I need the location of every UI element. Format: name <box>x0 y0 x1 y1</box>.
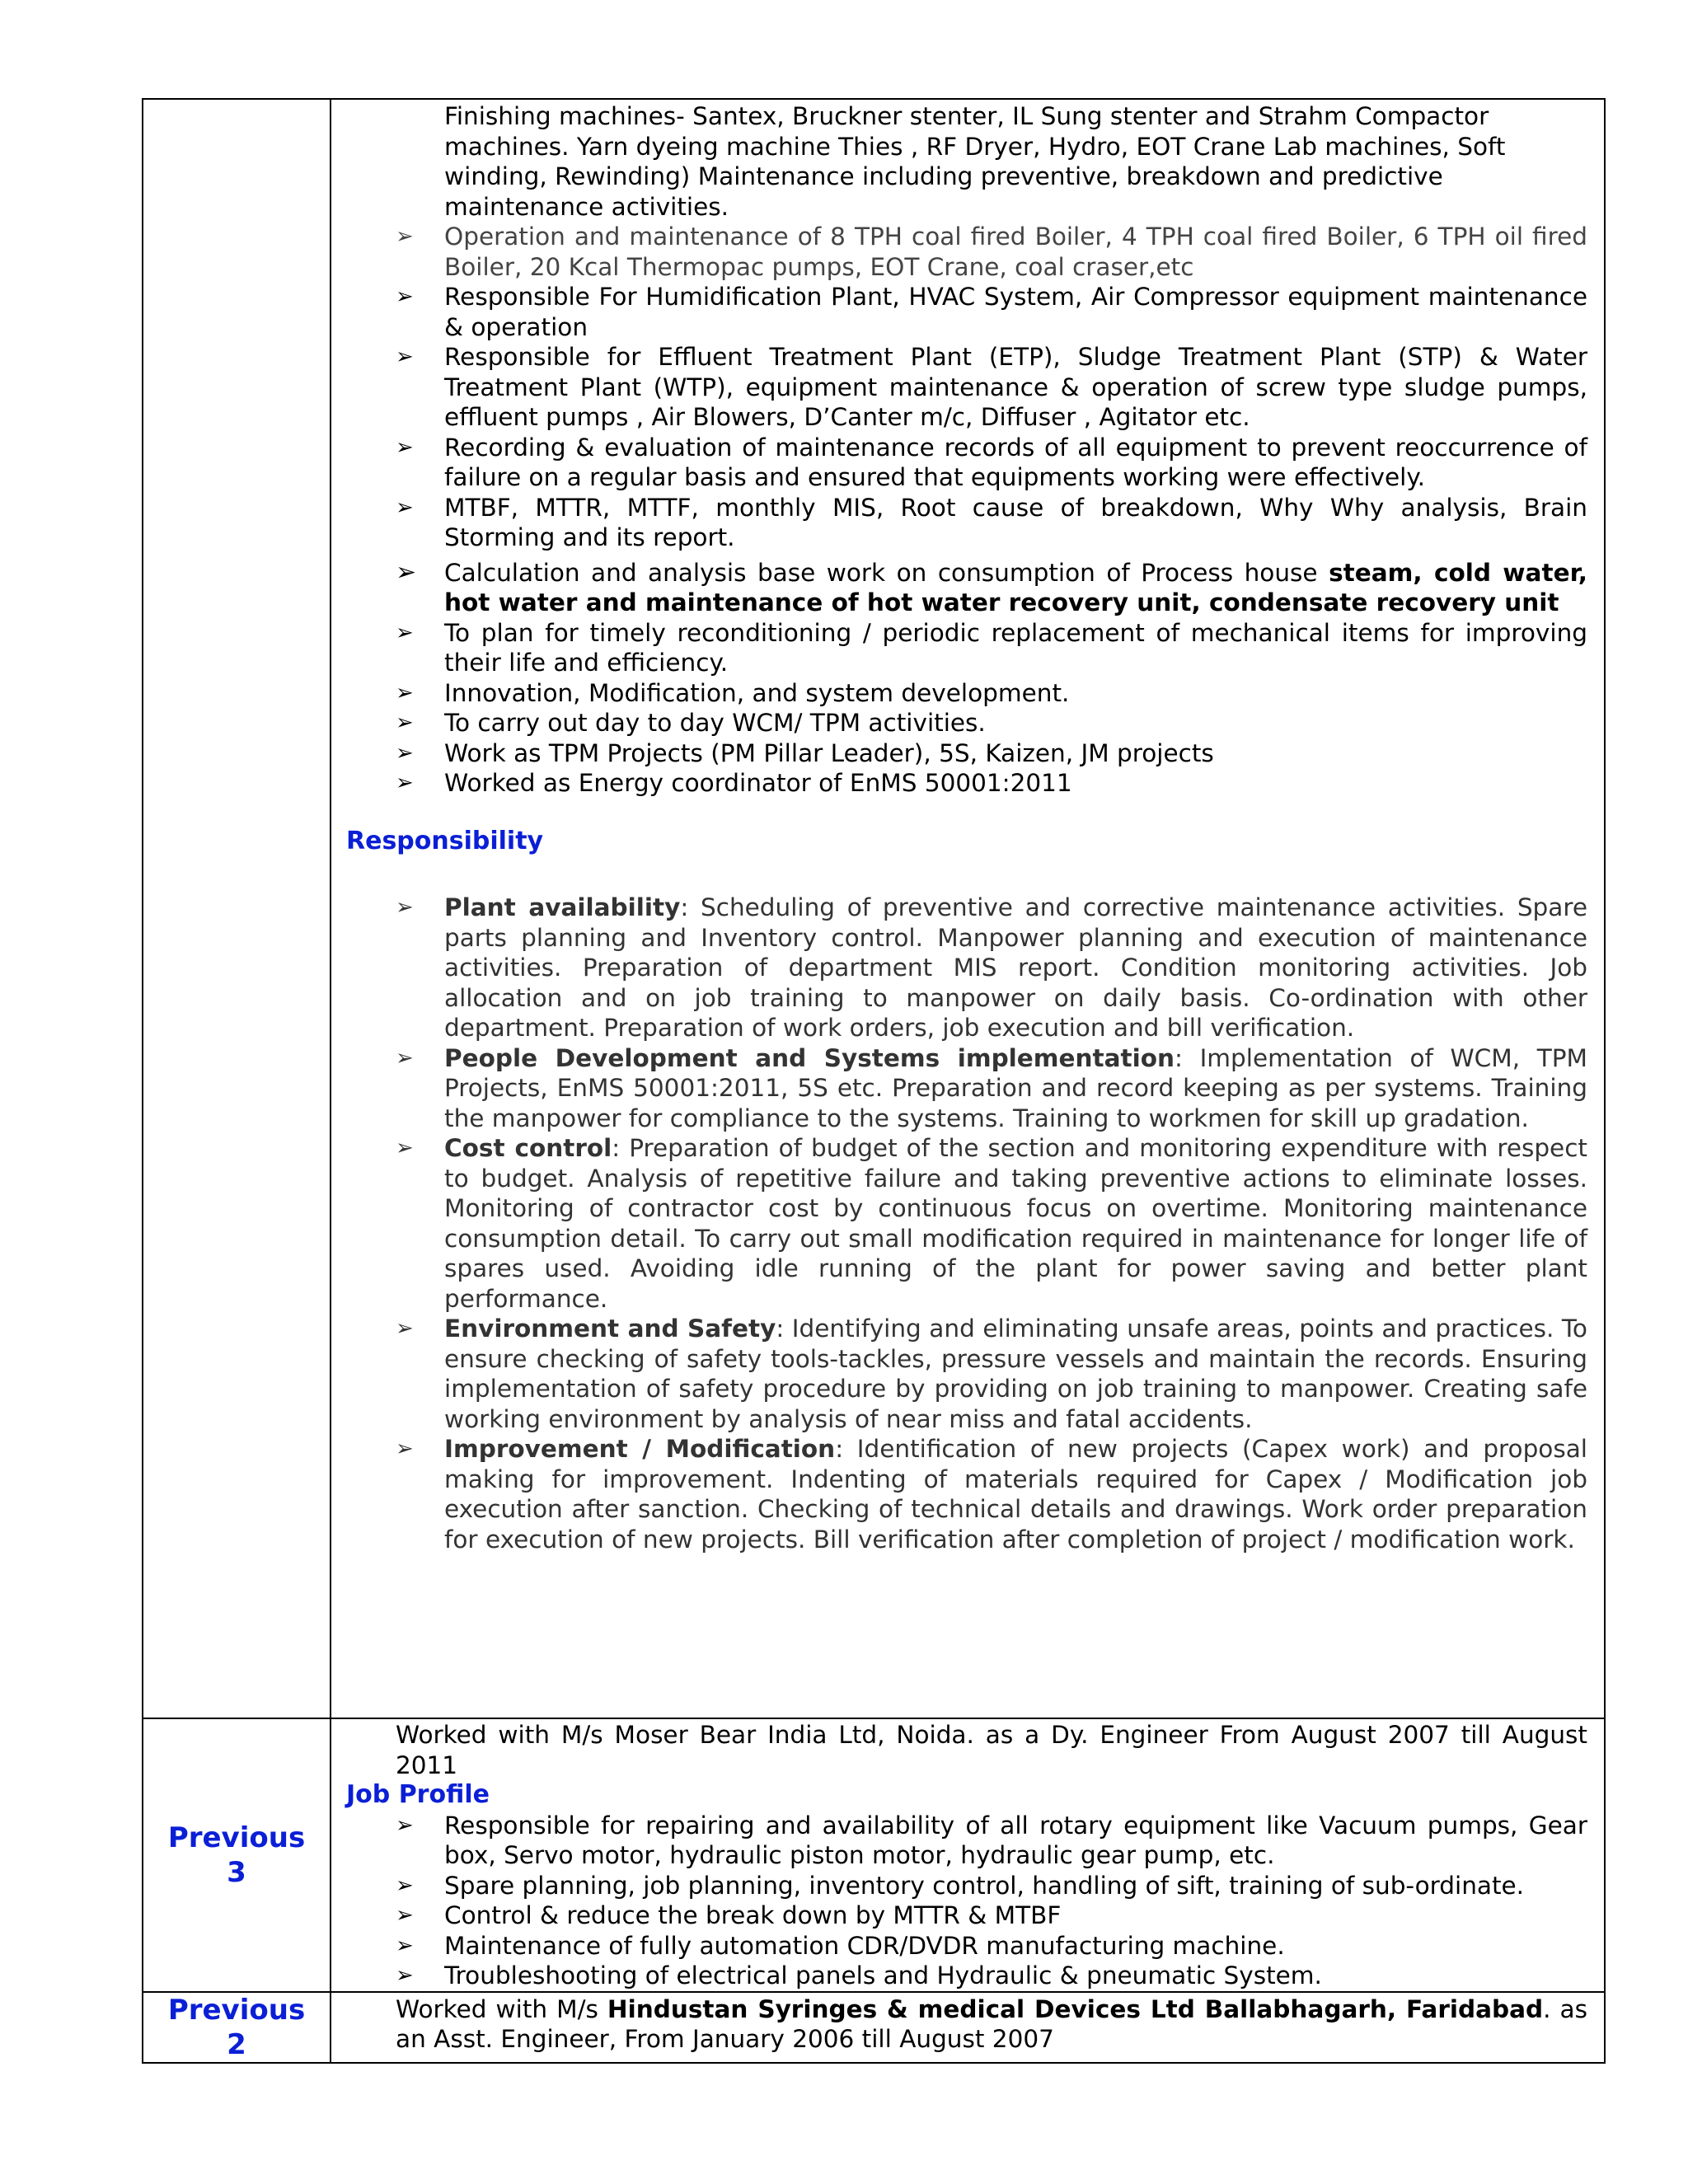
resume-table <box>142 98 1606 2064</box>
arrowhead-bullet-icon: ➢ <box>396 494 414 520</box>
list-item: ➢ Operation and maintenance of 8 TPH coal fired Boiler, 4 TPH coal fired Boiler, 6 TPH oil fired Boiler, 20 Kcal Thermopac pumps, EOT Crane, coal craser,etc <box>396 223 1587 281</box>
list-item: ➢ Improvement / Modification: Identification of new projects (Capex work) and proposal making for improvement. Indenting of materials required for Capex / Modification job execution after sanction. Checking of technical details and drawings. Work order preparation for execution of new projects. Bill verification after completion of project / modification work. <box>396 1435 1587 1554</box>
arrowhead-bullet-icon: ➢ <box>396 1136 414 1160</box>
list-item: ➢ Calculation and analysis base work on consumption of Process house steam, cold water, hot water and maintenance of hot water recovery unit, condensate recovery unit <box>396 557 1587 616</box>
list-item: ➢ People Development and Systems implementation: Implementation of WCM, TPM Projects, EnMS 50001:2011, 5S etc. Preparation and record keeping as per systems. Training the manpower for compliance to the systems. Training to workmen for skill up gradation. <box>396 1043 1587 1132</box>
responsibility-list <box>331 893 1604 1554</box>
previous-3-content <box>331 1718 1605 1992</box>
arrowhead-bullet-icon: ➢ <box>396 771 414 795</box>
previous-2-intro: Worked with M/s Hindustan Syringes & medical Devices Ltd Ballabhagarh, Faridabad. as an Asst. Engineer, From January 2006 till August 2007 <box>396 1994 1588 2053</box>
previous-3-row <box>143 1718 1605 1992</box>
arrowhead-bullet-icon: ➢ <box>396 284 414 309</box>
previous-3-intro: Worked with M/s Moser Bear India Ltd, Noida. as a Dy. Engineer From August 2007 till August 2011 <box>396 1721 1587 1779</box>
current-employment-row <box>143 99 1605 1718</box>
continuation-text: Finishing machines- Santex, Bruckner stenter, IL Sung stenter and Strahm Compactor machines. Yarn dyeing machine Thies , RF Dryer, Hydro, EOT Crane Lab machines, Soft winding, Rewinding) Maintenance including preventive, breakdown and predictive maintenance activities. <box>444 102 1506 221</box>
previous-2-content <box>331 1992 1605 2063</box>
current-employment-content <box>331 99 1605 1718</box>
list-item: ➢ MTBF, MTTR, MTTF, monthly MIS, Root cause of breakdown, Why Why analysis, Brain Storming and its report. <box>396 493 1587 551</box>
previous-2-label: Previous 2 <box>143 1992 331 2063</box>
list-item: ➢ Responsible For Humidification Plant, HVAC System, Air Compressor equipment maintenance & operation <box>396 283 1587 341</box>
list-item: ➢ Maintenance of fully automation CDR/DVDR manufacturing machine. <box>396 1931 1285 1960</box>
arrowhead-bullet-icon: ➢ <box>396 1045 414 1071</box>
arrowhead-bullet-icon: ➢ <box>396 1316 414 1341</box>
arrowhead-bullet-icon: ➢ <box>396 1963 414 1988</box>
arrowhead-bullet-icon: ➢ <box>396 680 414 705</box>
previous-3-label: Previous 3 <box>143 1718 331 1992</box>
list-item: ➢ Control & reduce the break down by MTTR & MTBF <box>396 1901 1062 1929</box>
list-item: ➢ Responsible for Effluent Treatment Plant (ETP), Sludge Treatment Plant (STP) & Water Treatment Plant (WTP), equipment maintenance & operation of screw type sludge pumps, effluent pumps , Air Blowers, D’Canter m/c, Diffuser , Agitator etc. <box>396 343 1587 431</box>
arrowhead-bullet-icon: ➢ <box>396 434 414 460</box>
responsibility-heading: Responsibility <box>346 826 544 855</box>
list-item: ➢ Cost control: Preparation of budget of the section and monitoring expenditure with respect to budget. Analysis of repetitive failure and taking preventive actions to eliminate losses. Monitoring of contractor cost by continuous focus on overtime. Monitoring maintenance consumption detail. To carry out small modification required in maintenance for longer life of spares used. Avoiding idle running of the plant for power saving and better plant performance. <box>396 1134 1587 1313</box>
list-item: ➢ Recording & evaluation of maintenance records of all equipment to prevent reoccurrence of failure on a regular basis and ensured that equipments working were effectively. <box>396 433 1587 491</box>
empty-label-cell <box>143 99 331 1718</box>
arrowhead-bullet-icon: ➢ <box>396 710 414 735</box>
previous-2-row <box>143 1992 1605 2063</box>
arrowhead-bullet-icon: ➢ <box>396 557 417 587</box>
arrowhead-bullet-icon: ➢ <box>396 1933 414 1958</box>
arrowhead-bullet-icon: ➢ <box>396 1903 414 1928</box>
arrowhead-bullet-icon: ➢ <box>396 895 414 920</box>
list-item: ➢ Troubleshooting of electrical panels and Hydraulic & pneumatic System. <box>396 1961 1322 1990</box>
arrowhead-bullet-icon: ➢ <box>396 1436 414 1461</box>
list-item: ➢ Plant availability: Scheduling of preventive and corrective maintenance activities. Spare parts planning and Inventory control. Manpower planning and execution of maintenance activities. Preparation of department MIS report. Condition monitoring activities. Job allocation and on job training to manpower on daily basis. Co-ordination with other department. Preparation of work orders, job execution and bill verification. <box>396 893 1587 1042</box>
list-item: ➢ To carry out day to day WCM/ TPM activities. <box>396 709 986 737</box>
arrowhead-bullet-icon: ➢ <box>396 1872 414 1898</box>
list-item: ➢ Environment and Safety: Identifying and eliminating unsafe areas, points and practices. To ensure checking of safety tools-tackles, pressure vessels and maintain the records. Ensuring implementation of safety procedure by providing on job training to manpower. Creating safe working environment by analysis of near miss and fatal accidents. <box>396 1315 1587 1433</box>
arrowhead-bullet-icon: ➢ <box>396 620 414 645</box>
list-item: ➢ Spare planning, job planning, inventory control, handling of sift, training of sub-ordinate. <box>396 1871 1525 1900</box>
job-profile-heading: Job Profile <box>346 1780 490 1809</box>
list-item: ➢ To plan for timely reconditioning / periodic replacement of mechanical items for improving their life and efficiency. <box>396 618 1587 677</box>
list-item: ➢ Work as TPM Projects (PM Pillar Leader), 5S, Kaizen, JM projects <box>396 738 1214 767</box>
job-profile-list <box>331 1811 1604 1991</box>
list-item: ➢ Worked as Energy coordinator of EnMS 50001:2011 <box>396 769 1072 797</box>
arrowhead-bullet-icon: ➢ <box>396 740 414 766</box>
list-item: ➢ Innovation, Modification, and system development. <box>396 678 1070 707</box>
arrowhead-bullet-icon: ➢ <box>396 224 414 249</box>
arrowhead-bullet-icon: ➢ <box>396 1812 414 1838</box>
duties-list <box>331 222 1604 799</box>
list-item: ➢ Responsible for repairing and availability of all rotary equipment like Vacuum pumps, Gear box, Servo motor, hydraulic piston motor, hydraulic gear pump, etc. <box>396 1811 1587 1869</box>
arrowhead-bullet-icon: ➢ <box>396 344 414 369</box>
